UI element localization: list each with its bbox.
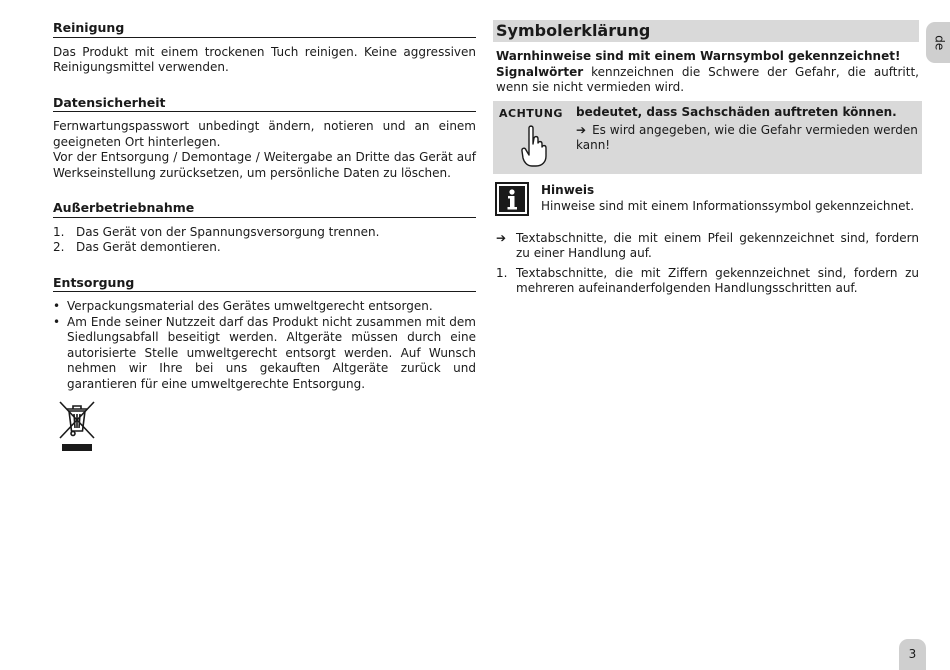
info-icon [495, 182, 529, 216]
list-text: Das Gerät demontieren. [76, 240, 221, 254]
warn-heading: Warnhinweise sind mit einem Warnsymbol gekennzeichnet! [496, 49, 901, 63]
list-number: 1. [53, 224, 65, 239]
list-text: Verpackungsmaterial des Gerätes umweltgerecht entsorgen. [67, 299, 433, 313]
section-title: Außerbetriebnahme [53, 200, 476, 218]
list-bullet: • [53, 299, 61, 313]
list-text: Das Gerät von der Spannungsversorgung trennen. [76, 224, 380, 239]
section-text: Fernwartungspasswort unbedingt ändern, notieren und an einem geeigneten Ort hinterlegen. [53, 119, 476, 149]
bullet-list [53, 299, 476, 392]
list-text: Textabschnitte, die mit Ziffern gekennzeichnet sind, fordern zu mehreren aufeinanderfolgenden Handlungsschritten auf. [516, 265, 919, 295]
language-label: de [931, 35, 946, 50]
list-item [496, 266, 919, 297]
section-title: Reinigung [53, 20, 476, 38]
left-column [53, 20, 476, 476]
section-entsorgung [53, 275, 476, 457]
pointing-finger-icon [520, 124, 548, 168]
signal-paragraph [493, 65, 919, 96]
section-reinigung [53, 20, 476, 76]
achtung-instruction [576, 123, 922, 154]
list-item [53, 315, 476, 393]
hinweis-heading: Hinweis [541, 182, 595, 197]
signal-text: kennzeichnen die Schwere der Gefahr, die auftritt, wenn sie nicht vermieden wird. [496, 64, 919, 94]
section-title: Entsorgung [53, 275, 476, 293]
list-item [53, 299, 476, 315]
hint-list [493, 231, 919, 297]
achtung-text: Es wird angegeben, wie die Gefahr vermieden werden kann! [576, 122, 918, 152]
achtung-box [493, 101, 922, 174]
section-title: Datensicherheit [53, 95, 476, 113]
list-bullet: • [53, 314, 61, 329]
list-text: Textabschnitte, die mit einem Pfeil gekennzeichnet sind, fordern zu einer Handlung auf. [516, 230, 919, 260]
list-item [496, 231, 919, 262]
list-number: 2. [53, 240, 65, 254]
section-text: Vor der Entsorgung / Demontage / Weitergabe an Dritte das Gerät auf Werkseinstellung zurücksetzen, um persönliche Daten zu löschen. [53, 150, 476, 180]
right-column [493, 20, 919, 301]
section-datensicherheit [53, 95, 476, 182]
achtung-label: ACHTUNG [499, 106, 563, 120]
page-title: Symbolerklärung [493, 20, 919, 42]
hinweis-block [493, 181, 919, 231]
hinweis-text: Hinweise sind mit einem Informationssymbol gekennzeichnet. [541, 198, 915, 213]
list-text: Am Ende seiner Nutzzeit darf das Produkt nicht zusammen mit dem Siedlungsabfall beseitigt werden. Altgeräte müssen durch eine autorisierte Stelle umweltgerecht entsorgt werden. Auf Wunsch nehmen wir Ihre bei uns gekauften Altgeräte zurück und garantieren für eine umweltgerechte Entsorgung. [67, 314, 476, 391]
section-text: Das Produkt mit einem trockenen Tuch reinigen. Keine aggressiven Reinigungsmittel verwenden. [53, 44, 476, 74]
crossed-out-wheelie-bin-icon [58, 400, 96, 452]
language-tab [926, 22, 950, 63]
list-item [53, 225, 476, 241]
page-number: 3 [899, 639, 926, 670]
arrow-icon: ➔ [576, 122, 587, 137]
list-number: 1. [496, 265, 508, 280]
arrow-icon: ➔ [496, 230, 507, 245]
list-item [53, 240, 476, 256]
signal-word: Signalwörter [496, 64, 584, 79]
section-ausserbetriebnahme [53, 200, 476, 256]
achtung-heading: bedeutet, dass Sachschäden auftreten können. [576, 104, 897, 119]
numbered-list [53, 225, 476, 256]
